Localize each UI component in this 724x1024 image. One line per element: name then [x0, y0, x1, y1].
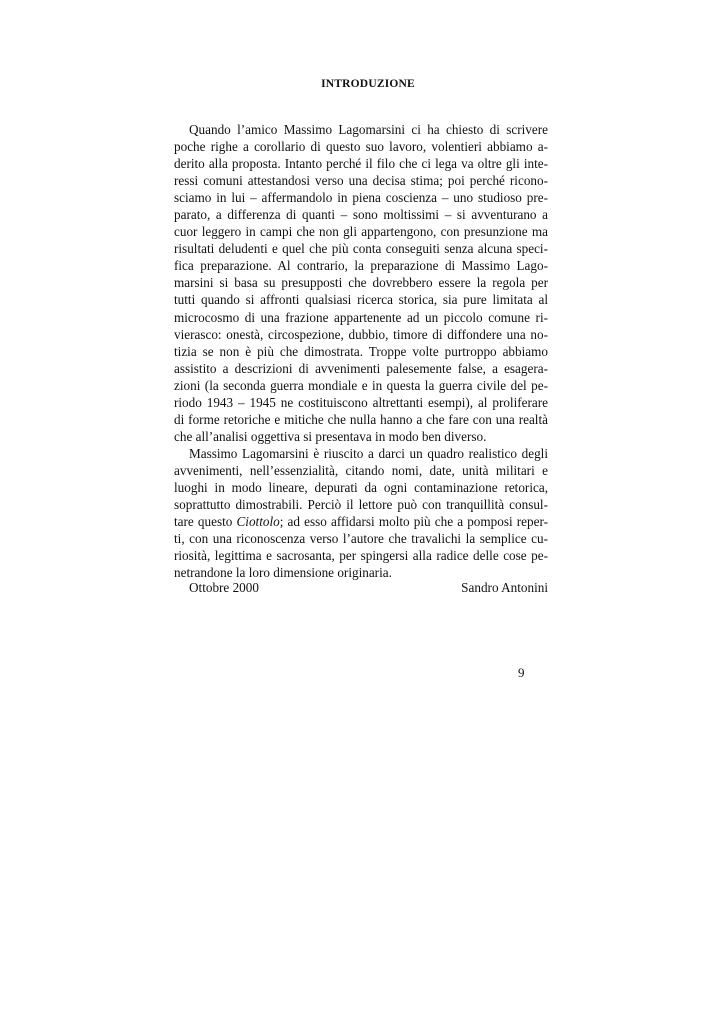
text-line: microcosmo di una frazione appartenente ad un piccolo comune ri-: [174, 309, 548, 325]
text-fragment: ; ad esso affidarsi molto più che a pomposi reper-: [279, 514, 548, 530]
body-text: [174, 121, 548, 581]
text-line: Quando l’amico Massimo Lagomarsini ci ha chiesto di scrivere: [189, 122, 548, 137]
page-title: INTRODUZIONE: [321, 78, 415, 90]
text-line: assistito a descrizioni di avvenimenti palesemente false, a esagera-: [174, 360, 548, 376]
text-fragment: tare questo: [174, 514, 237, 530]
text-line: ti, con una riconoscenza verso l’autore che travalichi la semplice cu-: [174, 531, 548, 547]
text-line: parato, a differenza di quanti – sono moltissimi – si avventurano a: [174, 207, 548, 223]
text-line: netrandone la loro dimensione originaria.: [174, 565, 392, 581]
text-line: ressi comuni attestandosi verso una decisa stima; poi perché ricono-: [174, 173, 548, 189]
text-line: Massimo Lagomarsini è riuscito a darci un quadro realistico degli: [189, 445, 548, 461]
text-line: tizia se non è più che dimostrata. Troppe volte purtroppo abbiamo: [174, 343, 548, 359]
text-line: tutti quando si affronti qualsiasi ricerca storica, sia pure limitata al: [174, 292, 548, 308]
author-name: Sandro Antonini: [461, 580, 548, 595]
text-line: vierasco: onestà, circospezione, dubbio, timore di diffondere una no-: [174, 326, 548, 342]
text-line: riosità, legittima e sacrosanta, per spingersi alla radice delle cose pe-: [174, 548, 548, 564]
text-line: sciamo in lui – affermandolo in piena coscienza – uno studioso pre-: [174, 190, 548, 206]
text-line: riodo 1943 – 1945 ne costituiscono altrettanti esempi), al proliferare: [174, 394, 548, 410]
italic-title: Ciottolo: [236, 514, 280, 530]
text-line-with-italic: [174, 513, 548, 530]
text-line: luoghi in modo lineare, depurati da ogni contaminazione retorica,: [174, 479, 548, 495]
page-number: 9: [518, 665, 525, 680]
text-line: marsini si basa su presupposti che dovrebbero essere la regola per: [174, 275, 548, 291]
text-line: che all’analisi oggettiva si presentava in modo ben diverso.: [174, 428, 487, 444]
signature-block: [189, 580, 548, 596]
date: Ottobre 2000: [189, 580, 259, 595]
text-line: derito alla proposta. Intanto perché il filo che ci lega va oltre gli inte-: [174, 156, 548, 172]
text-line: soprattutto dimostrabili. Perciò il lettore può con tranquillità consul-: [174, 497, 548, 513]
text-line: avvenimenti, nell’essenzialità, citando nomi, date, unità militari e: [174, 462, 548, 478]
text-line: cuor leggero in campi che non gli appartengono, con presunzione ma: [174, 224, 548, 240]
text-line: zioni (la seconda guerra mondiale e in questa la guerra civile del pe-: [174, 377, 548, 393]
text-line: poche righe a corollario di questo suo lavoro, volentieri abbiamo a-: [174, 139, 548, 155]
text-line: fica preparazione. Al contrario, la preparazione di Massimo Lago-: [174, 258, 548, 274]
text-line: risultati deludenti e quel che più conta conseguiti senza alcuna speci-: [174, 241, 548, 257]
text-line: di forme retoriche e mitiche che nulla hanno a che fare con una realtà: [174, 411, 548, 427]
